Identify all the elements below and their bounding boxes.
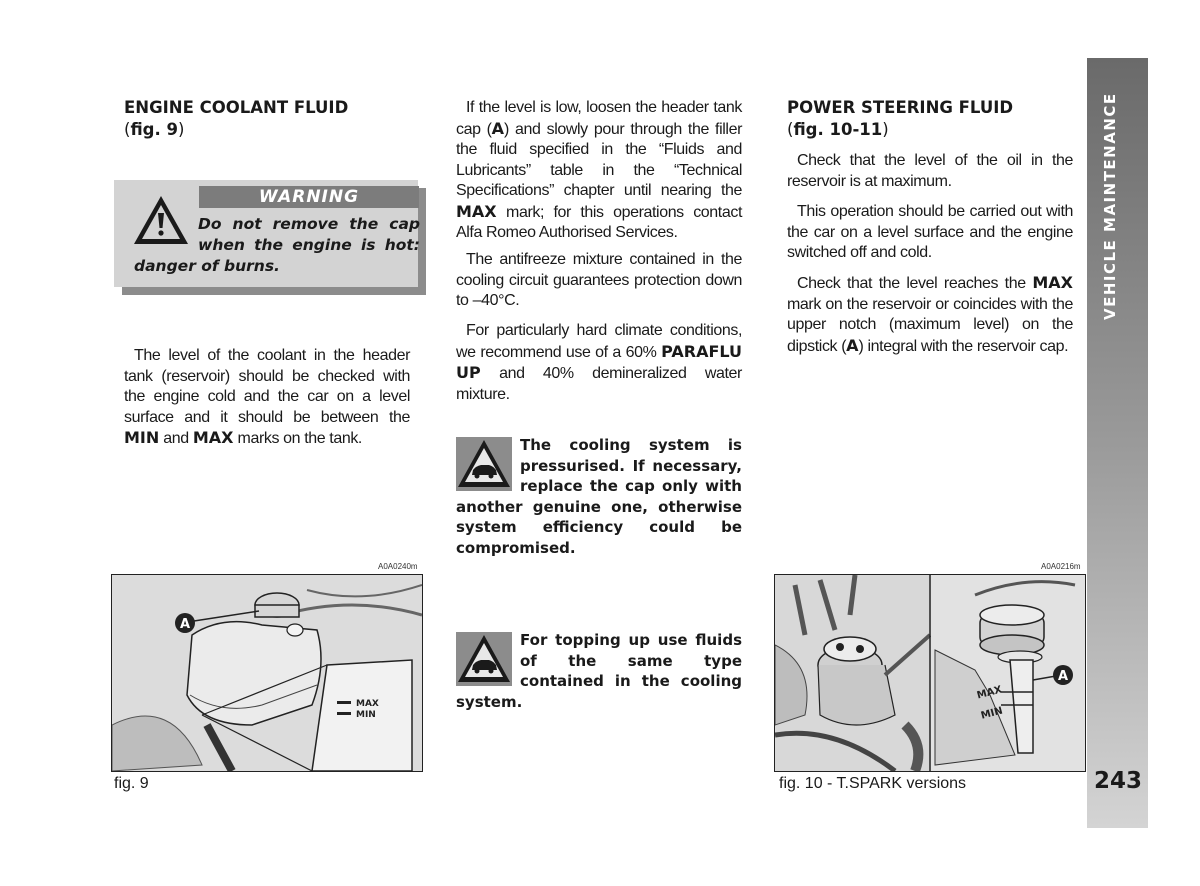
callout-a-label: A [1057,669,1069,684]
figure-10-caption: fig. 10 - T.SPARK versions [779,775,967,792]
power-steering-illustration [775,575,1085,771]
oil-level-paragraph: Check that the level of the oil in the reservoir is at maximum. [787,152,1073,190]
power-steering-heading-fig: (fig. 10-11) [787,120,889,139]
coolant-heading [124,97,424,141]
figure-9-caption: fig. 9 [114,775,149,792]
figure-9-code: A0A0240m [378,562,418,571]
coolant-heading-title: ENGINE COOLANT FLUID [124,98,349,117]
section-title: VEHICLE MAINTENANCE [1101,92,1119,320]
coolant-heading-fig: (fig. 9) [124,120,185,139]
page-number: 243 [1094,768,1143,794]
min-notch-label: MIN [979,705,1004,722]
max-notch-label: MAX [975,684,1004,702]
figure-10-code: A0A0216m [1041,562,1081,571]
warning-box [114,180,426,295]
coolant-reservoir-illustration [112,575,422,771]
operation-conditions-paragraph: This operation should be carried out with the car on a level surface and the engine switched off and cold. [787,203,1073,261]
callout-a-label: A [179,617,191,632]
min-mark-label: MIN [356,710,376,720]
power-steering-heading [787,97,1077,141]
climate-paragraph: For particularly hard climate conditions, we recommend use of a 60% PARAFLU UP and 40% demineralized water mixture. [456,322,742,403]
fluid-type-caution-text: For topping up use fluids of the same type contained in the cooling system. [456,631,742,711]
pressurised-caution-text: The cooling system is pressurised. If necessary, replace the cap only with another genuine one, otherwise system efficiency could be compromised. [456,436,742,557]
warning-title: WARNING [199,186,419,208]
max-mark-label: MAX [356,699,379,709]
topping-up-paragraph: If the level is low, loosen the header tank cap (A) and slowly pour through the filler the fluid specified in the “Fluids and Lubricants” table in the “Technical Specifications” chapter until nearing the MAX mark; for this operations contact Alfa Romeo Authorised Services. [456,99,742,241]
figure-9-coolant-reservoir [111,574,423,772]
warning-text: Do not remove the cap when the engine is hot: danger of burns. [134,215,420,275]
figure-10-power-steering-reservoir [774,574,1086,772]
antifreeze-paragraph: The antifreeze mixture contained in the cooling circuit guarantees protection down to –40°C. [456,251,742,309]
max-mark-paragraph: Check that the level reaches the MAX mark on the reservoir or coincides with the upper notch (maximum level) on the dipstick (A) integral with the reservoir cap. [787,273,1073,355]
coolant-level-paragraph: The level of the coolant in the header tank (reservoir) should be checked with the engine cold and the car on a level surface and it should be between the MIN and MAX marks on the tank. [124,347,410,447]
power-steering-heading-title: POWER STEERING FLUID [787,98,1014,117]
